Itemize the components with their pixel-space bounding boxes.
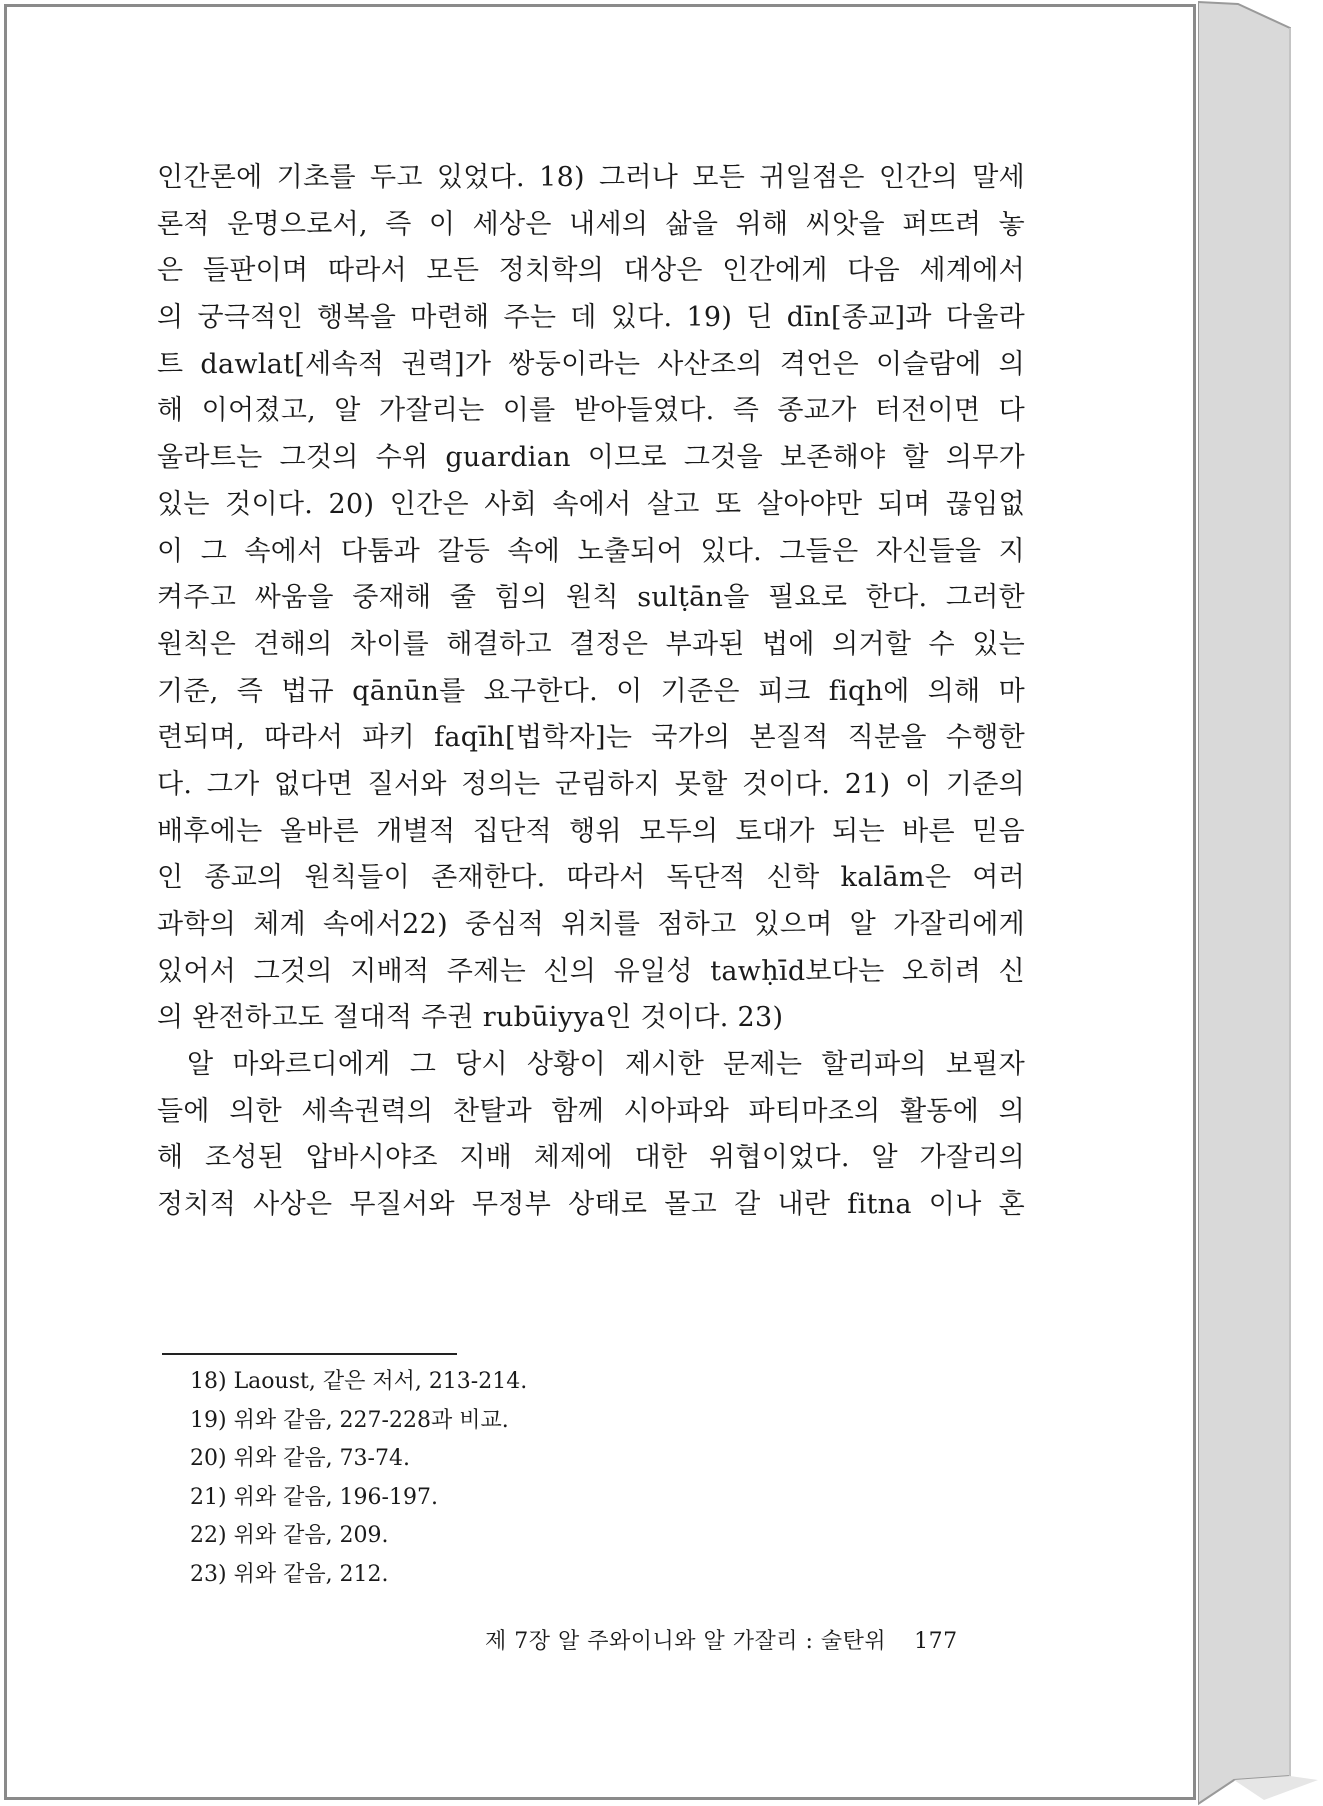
book-page-edges: [1198, 0, 1323, 1806]
running-footer: [485, 1624, 958, 1655]
text-line: 해 조성된 압바시야조 지배 체제에 대한 위협이었다. 알 가잘리의: [157, 1142, 1025, 1174]
text-line: 다. 그가 없다면 질서와 정의는 군림하지 못할 것이다. 21) 이 기준의: [157, 768, 1025, 800]
text-line: 련되며, 따라서 파키 faqīh[법학자]는 국가의 본질적 직분을 수행한: [157, 722, 1025, 754]
text-line: 있는 것이다. 20) 인간은 사회 속에서 살고 또 살아야만 되며 끊임없: [157, 488, 1025, 520]
chapter-title: 제 7장 알 주와이니와 알 가잘리 : 술탄위: [485, 1629, 887, 1654]
body-text: [157, 155, 1025, 1229]
text-line: 켜주고 싸움을 중재해 줄 힘의 원칙 sulṭān을 필요로 한다. 그러한: [157, 582, 1025, 614]
text-line: 론적 운명으로서, 즉 이 세상은 내세의 삶을 위해 씨앗을 퍼뜨려 놓: [157, 208, 1025, 240]
text-line: 의 완전하고도 절대적 주권 rubūiyya인 것이다. 23): [157, 1002, 784, 1034]
footnote: 20) 위와 같음, 73-74.: [190, 1446, 410, 1472]
footnote-rule: [162, 1353, 457, 1355]
text-line: 기준, 즉 법규 qānūn를 요구한다. 이 기준은 피크 fiqh에 의해 마: [157, 675, 1025, 707]
book-page: [4, 4, 1196, 1800]
text-line: 트 dawlat[세속적 권력]가 쌍둥이라는 사산조의 격언은 이슬람에 의: [157, 348, 1025, 380]
text-line: 이 그 속에서 다툼과 갈등 속에 노출되어 있다. 그들은 자신들을 지: [157, 535, 1025, 567]
text-line: 인간론에 기초를 두고 있었다. 18) 그러나 모든 귀일점은 인간의 말세: [157, 162, 1025, 193]
footnote: 22) 위와 같음, 209.: [190, 1523, 389, 1549]
footnote: 19) 위와 같음, 227-228과 비교.: [190, 1407, 509, 1433]
text-line: 있어서 그것의 지배적 주제는 신의 유일성 tawḥīd보다는 오히려 신: [157, 955, 1025, 987]
text-line: 알 마와르디에게 그 당시 상황이 제시한 문제는 할리파의 보필자: [187, 1049, 1025, 1081]
footnotes: [190, 1363, 690, 1595]
text-line: 인 종교의 원칙들이 존재한다. 따라서 독단적 신학 kalām은 여러: [157, 862, 1025, 894]
footnote: 21) 위와 같음, 196-197.: [190, 1484, 438, 1510]
footnote: 18) Laoust, 같은 저서, 213-214.: [190, 1369, 528, 1394]
text-line: 정치적 사상은 무질서와 무정부 상태로 몰고 갈 내란 fitna 이나 혼: [157, 1189, 1025, 1221]
text-line: 의 궁극적인 행복을 마련해 주는 데 있다. 19) 딘 dīn[종교]과 다울라: [157, 302, 1025, 334]
text-line: 원칙은 견해의 차이를 해결하고 결정은 부과된 법에 의거할 수 있는: [157, 628, 1025, 660]
text-line: 해 이어졌고, 알 가잘리는 이를 받아들였다. 즉 종교가 터전이면 다: [157, 395, 1025, 427]
text-line: 과학의 체계 속에서22) 중심적 위치를 점하고 있으며 알 가잘리에게: [157, 909, 1025, 940]
text-line: 배후에는 올바른 개별적 집단적 행위 모두의 토대가 되는 바른 믿음: [157, 815, 1025, 847]
page-number: 177: [914, 1629, 958, 1654]
footnote: 23) 위와 같음, 212.: [190, 1561, 389, 1587]
text-line: 들에 의한 세속권력의 찬탈과 함께 시아파와 파티마조의 활동에 의: [157, 1095, 1025, 1127]
text-line: 울라트는 그것의 수위 guardian 이므로 그것을 보존해야 할 의무가: [157, 442, 1025, 474]
text-line: 은 들판이며 따라서 모든 정치학의 대상은 인간에게 다음 세계에서: [157, 255, 1025, 287]
